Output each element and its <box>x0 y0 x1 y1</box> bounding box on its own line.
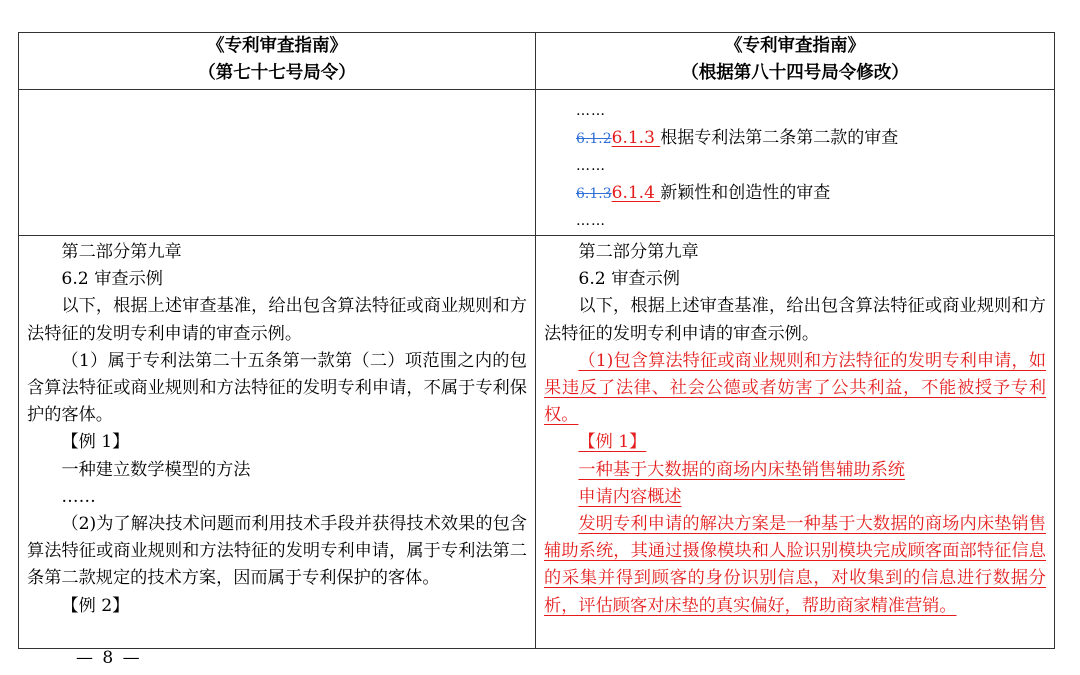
section-heading: 6.2 审查示例 <box>61 269 163 290</box>
left-toc-cell <box>19 90 536 236</box>
left-body-cell <box>19 236 536 649</box>
table-row-toc <box>19 90 1055 236</box>
toc-item-6-1-3 <box>576 125 1054 153</box>
right-header-subtitle: （根据第八十四号局令修改） <box>681 63 909 83</box>
inserted-summary-label: 申请内容概述 <box>578 486 682 507</box>
chapter-heading: 第二部分第九章 <box>61 242 182 262</box>
left-header-title: 《专利审查指南》 <box>207 36 347 56</box>
right-header-title: 《专利审查指南》 <box>725 36 865 56</box>
inserted-number: 6.1.4 <box>611 183 661 203</box>
deleted-number: 6.1.2 <box>576 131 612 147</box>
toc-item-6-1-4 <box>576 180 1054 208</box>
left-column-header <box>19 33 536 90</box>
toc-item-text: 根据专利法第二条第二款的审查 <box>660 128 899 148</box>
intro-paragraph: 以下，根据上述审查基准，给出包含算法特征或商业规则和方法特征的发明专利申请的审查示例。 <box>27 296 527 344</box>
example2-label: 【例 2】 <box>61 595 130 616</box>
inserted-example1-title: 一种基于大数据的商场内床垫销售辅助系统 <box>578 459 905 480</box>
section-heading: 6.2 审查示例 <box>578 269 680 290</box>
example1-label: 【例 1】 <box>61 432 130 453</box>
chapter-heading: 第二部分第九章 <box>578 242 699 262</box>
ellipsis-line: …… <box>61 486 96 507</box>
ellipsis-line: …… <box>576 213 606 229</box>
inserted-number: 6.1.3 <box>611 128 661 148</box>
deleted-number: 6.1.3 <box>576 186 612 202</box>
ellipsis-line: …… <box>576 158 606 174</box>
inserted-summary-paragraph: 发明专利申请的解决方案是一种基于大数据的商场内床垫销售辅助系统，其通过摄像模块和人脸识别模块完成顾客面部特征信息的采集并得到顾客的身份识别信息，对收集到的信息进行数据分析，评估顾客对床垫的真实偏好，帮助商家精准营销。 <box>544 514 1046 616</box>
page-number: — 8 — <box>76 648 142 668</box>
inserted-item1-paragraph: （1)包含算法特征或商业规则和方法特征的发明专利申请，如果违反了法律、社会公德或者妨害了公共利益，不能被授予专利权。 <box>544 350 1046 426</box>
left-header-subtitle: （第七十七号局令） <box>198 63 356 83</box>
example1-title: 一种建立数学模型的方法 <box>61 459 251 480</box>
intro-paragraph: 以下，根据上述审查基准，给出包含算法特征或商业规则和方法特征的发明专利申请的审查示例。 <box>544 296 1046 344</box>
item1-paragraph: （1）属于专利法第二十五条第一款第（二）项范围之内的包含算法特征或商业规则和方法特征的发明专利申请，不属于专利保护的客体。 <box>27 350 527 426</box>
item2-paragraph: （2)为了解决技术问题而利用技术手段并获得技术效果的包含算法特征或商业规则和方法特征的发明专利申请，属于专利法第二条第二款规定的技术方案，因而属于专利保护的客体。 <box>27 514 527 589</box>
toc-item-text: 新颖性和创造性的审查 <box>660 183 831 203</box>
comparison-table <box>18 32 1055 649</box>
ellipsis-line: …… <box>576 103 606 119</box>
right-body-cell <box>536 236 1055 649</box>
table-header-row <box>19 33 1055 90</box>
table-row-body <box>19 236 1055 649</box>
right-toc-cell <box>536 90 1055 236</box>
right-column-header <box>536 33 1055 90</box>
inserted-example1-label: 【例 1】 <box>578 432 647 453</box>
